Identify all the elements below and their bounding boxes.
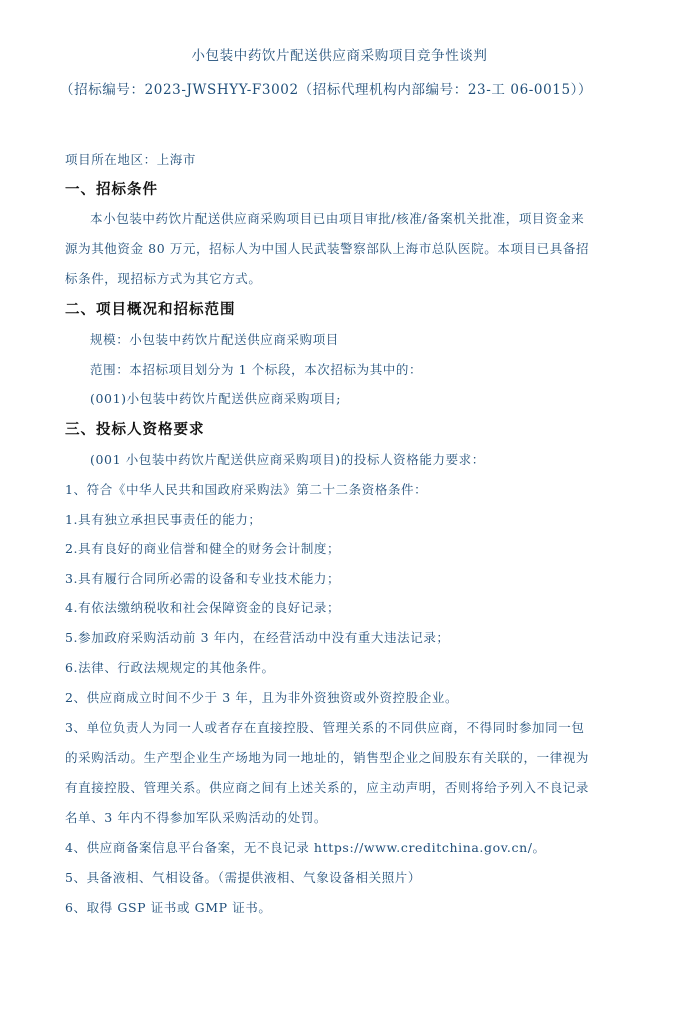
qualification-item: 5.参加政府采购活动前 3 年内，在经营活动中没有重大违法记录； <box>65 630 450 645</box>
tender-number: （招标编号：2023-JWSHYY-F3002（招标代理机构内部编号：23-工 06-0015）） <box>60 82 593 98</box>
document-title: 小包装中药饮片配送供应商采购项目竞争性谈判 <box>191 48 488 64</box>
qualification-item: 1.具有独立承担民事责任的能力； <box>65 512 262 527</box>
section-heading-bidding-conditions: 一、招标条件 <box>65 182 158 198</box>
qualification-item: 5、具备液相、气相设备。（需提供液相、气象设备相关照片） <box>65 870 422 885</box>
paragraph-line: 源为其他资金 80 万元，招标人为中国人民武装警察部队上海市总队医院。本项目已具备招 <box>65 241 590 256</box>
qualification-item: 3、单位负责人为同一人或者存在直接控股、管理关系的不同供应商，不得同时参加同一包 <box>65 720 585 735</box>
project-scope: 范围：本招标项目划分为 1 个标段，本次招标为其中的： <box>90 362 423 377</box>
project-scale: 规模：小包装中药饮片配送供应商采购项目 <box>90 332 339 347</box>
qualification-intro: (001 小包装中药饮片配送供应商采购项目)的投标人资格能力要求： <box>90 452 485 467</box>
qualification-item: 2.具有良好的商业信誉和健全的财务会计制度； <box>65 541 341 556</box>
qualification-item: 4、供应商备案信息平台备案，无不良记录 https://www.creditchina.gov.cn/。 <box>65 840 546 855</box>
qualification-item: 2、供应商成立时间不少于 3 年，且为非外资独资或外资控股企业。 <box>65 690 459 705</box>
qualification-item: 4.有依法缴纳税收和社会保障资金的良好记录； <box>65 600 341 615</box>
paragraph-line: 本小包装中药饮片配送供应商采购项目已由项目审批/核准/备案机关批准，项目资金来 <box>90 211 585 226</box>
qualification-item: 1、符合《中华人民共和国政府采购法》第二十二条资格条件： <box>65 482 428 497</box>
qualification-item: 6.法律、行政法规规定的其他条件。 <box>65 660 275 675</box>
qualification-item: 名单、3 年内不得参加军队采购活动的处罚。 <box>65 810 328 825</box>
qualification-item: 3.具有履行合同所必需的设备和专业技术能力； <box>65 571 341 586</box>
paragraph-line: 标条件，现招标方式为其它方式。 <box>65 271 262 286</box>
project-lot: (001)小包装中药饮片配送供应商采购项目; <box>90 391 342 406</box>
section-heading-project-overview: 二、项目概况和招标范围 <box>65 302 236 318</box>
qualification-item: 的采购活动。生产型企业生产场地为同一地址的，销售型企业之间股东有关联的，一律视为 <box>65 750 590 765</box>
qualification-item: 有直接控股、管理关系。供应商之间有上述关系的，应主动声明，否则将给予列入不良记录 <box>65 780 590 795</box>
section-heading-bidder-qualifications: 三、投标人资格要求 <box>65 422 205 438</box>
project-location: 项目所在地区：上海市 <box>65 152 197 167</box>
qualification-item: 6、取得 GSP 证书或 GMP 证书。 <box>65 900 272 915</box>
